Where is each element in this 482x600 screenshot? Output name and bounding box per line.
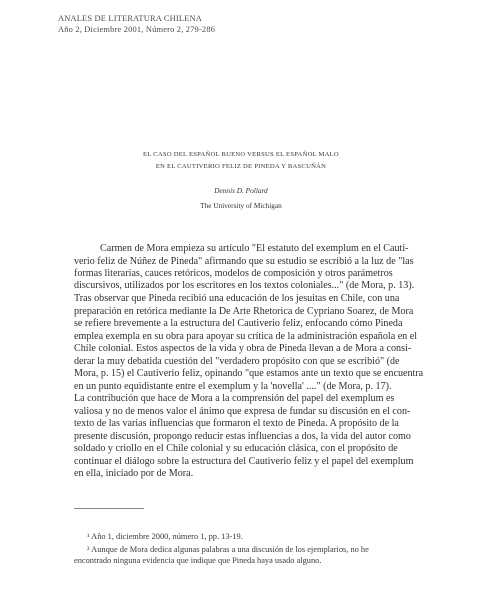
body-line: emplea exempla en su obra para apoyar su crítica de la administración española en el (74, 331, 418, 342)
footnote-1: ¹ Año 1, diciembre 2000, número 1, pp. 13-19. (87, 532, 243, 541)
body-line: verio feliz de Núñez de Pineda" afirmando que su estudio se escribió a la luz de "las (74, 256, 414, 267)
author-affiliation: The University of Michigan (200, 201, 282, 210)
body-line: valiosa y no de menos valor el ánimo que expresa de fundar su discusión en el con- (74, 406, 411, 417)
author-name: Dennis D. Pollard (214, 186, 268, 195)
body-line: texto de las varias influencias que formaron el texto de Pineda. A propósito de la (74, 418, 399, 429)
body-line: discursivos, utilizados por los escritores en los textos coloniales..." (de Mora, p. 13). (74, 280, 415, 291)
article-title-line-1: EL CASO DEL ESPAÑOL BUENO VERSUS EL ESPAÑOL MALO (143, 151, 339, 158)
body-line: soldado y criollo en el Chile colonial y su educación clásica, con el propósito de (74, 443, 398, 454)
footnote-2: ² Aunque de Mora dedica algunas palabras a una discusión de los ejemplarios, no he (87, 545, 369, 554)
body-line: Tras observar que Pineda recibió una educación de los jesuitas en Chile, con una (74, 293, 400, 304)
body-line: en un punto equidistante entre el exemplum y la 'novella' ...." (de Mora, p. 17). (74, 381, 392, 392)
body-line: La contribución que hace de Mora a la comprensión del papel del exemplum es (74, 393, 395, 404)
body-line: se refiere brevemente a la estructura del Cautiverio feliz, enfocando cómo Pineda (74, 318, 403, 329)
body-line: en ella, iniciado por de Mora. (74, 468, 194, 479)
body-line: continuar el diálogo sobre la estructura del Cautiverio feliz y el papel del exemplum (74, 456, 414, 467)
body-line: Mora, p. 15) el Cautiverio feliz, opinando "que estamos ante un texto que se encuentra (74, 368, 424, 379)
body-line: preparación en retórica mediante la De Arte Rhetorica de Cypriano Soarez, de Mora (74, 306, 414, 317)
footnote-rule (74, 508, 144, 509)
body-line: presente discusión, propongo reducir estas influencias a dos, la vida del autor como (74, 431, 411, 442)
body-line: derar la muy debatida cuestión del "verdadero propósito con que se escribió" (de (74, 356, 400, 367)
body-line: Carmen de Mora empieza su artículo "El estatuto del exemplum en el Cauti- (100, 243, 409, 254)
body-line: Chile colonial. Estos aspectos de la vida y obra de Pineda llevan a de Mora a consi- (74, 343, 412, 354)
article-title-line-2: EN EL CAUTIVERIO FELIZ DE PINEDA Y BASCUÑÁN (155, 163, 327, 170)
journal-issue: Año 2, Diciembre 2001, Número 2, 279-286 (58, 25, 216, 34)
body-line: formas literarias, cauces retóricos, modelos de composición y otros parámetros (74, 268, 393, 279)
journal-name: ANALES DE LITERATURA CHILENA (58, 14, 203, 23)
footnote-2-continued: encontrado ninguna evidencia que indique que Pineda haya usado alguno. (74, 556, 322, 565)
